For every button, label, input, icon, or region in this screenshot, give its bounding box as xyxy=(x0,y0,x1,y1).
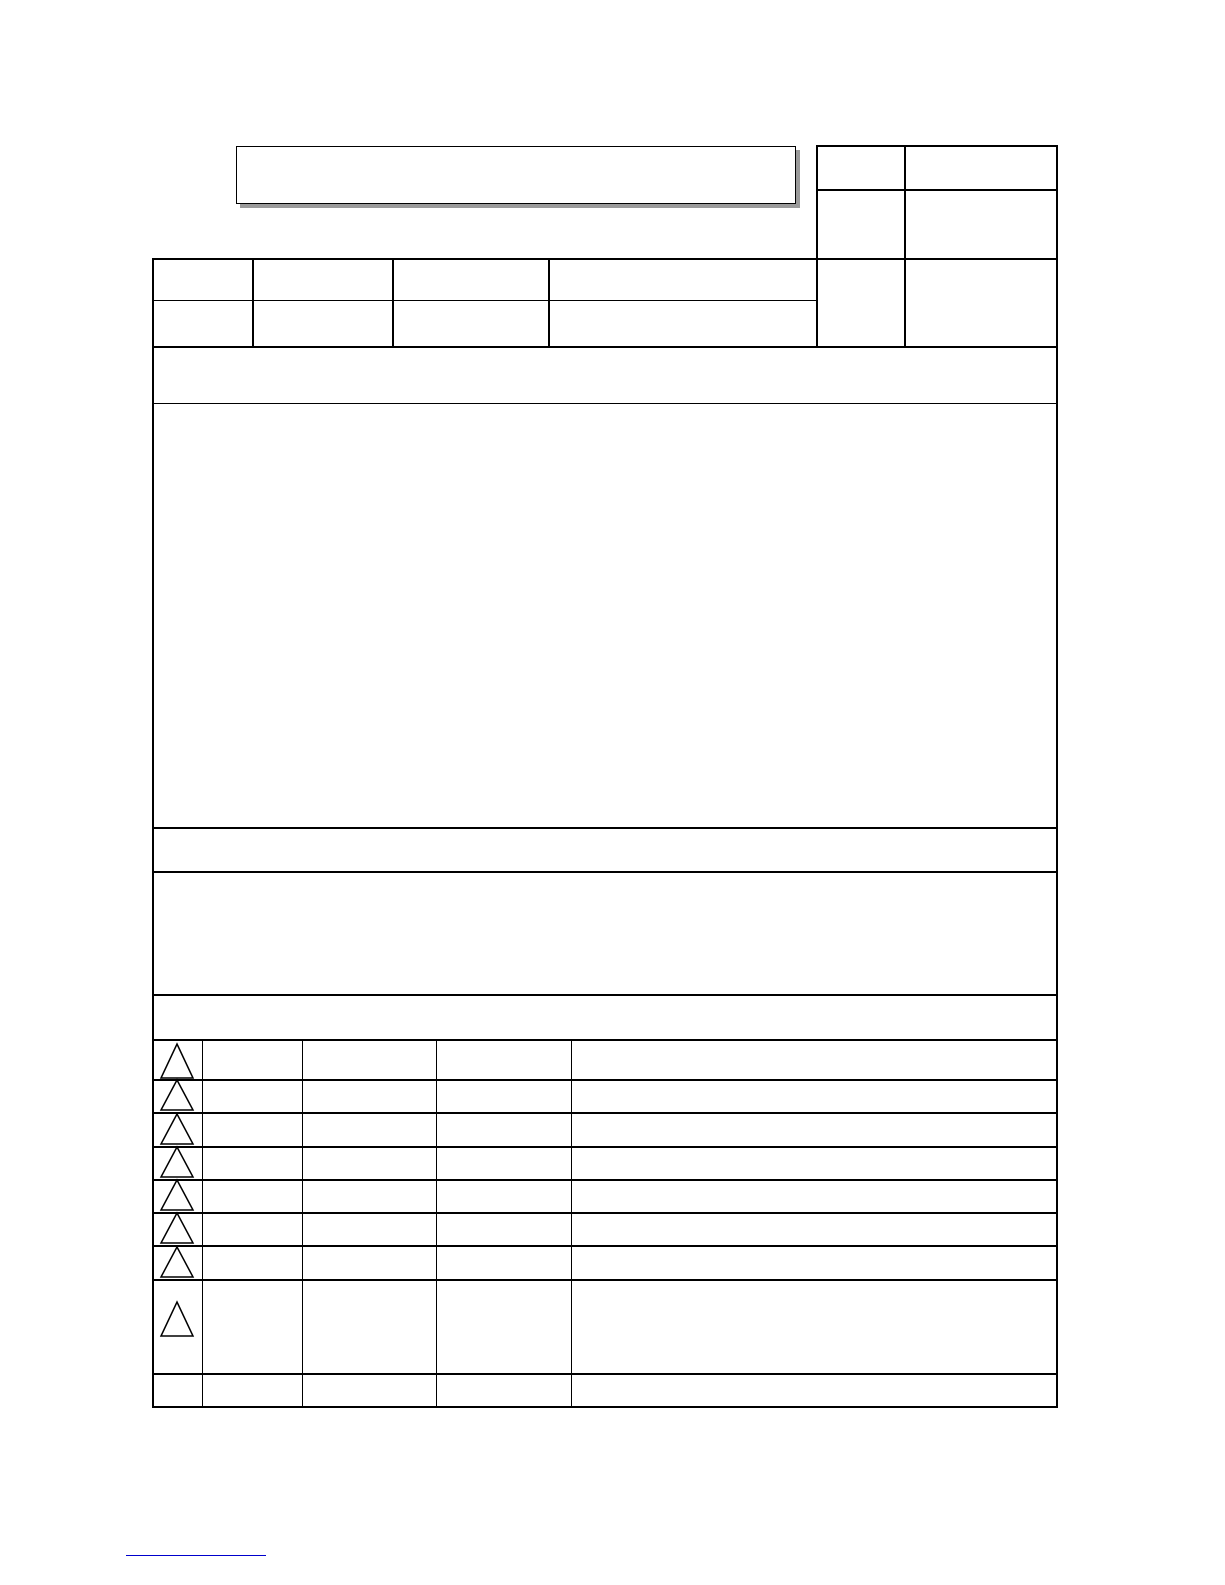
triangle-icon xyxy=(159,1211,195,1245)
frame-right xyxy=(1056,258,1058,1408)
section-divider xyxy=(152,827,1058,829)
triangle-icon xyxy=(159,1112,195,1146)
footer-link[interactable] xyxy=(126,1555,266,1556)
grid-line xyxy=(816,189,1058,191)
revision-row-line xyxy=(152,1112,1058,1114)
revision-row-line xyxy=(152,1279,1058,1281)
revision-row-line xyxy=(152,1245,1058,1247)
section-divider xyxy=(152,346,1058,348)
section-divider xyxy=(152,871,1058,873)
triangle-icon xyxy=(159,1245,195,1279)
revision-col-line xyxy=(302,1040,303,1407)
revision-row-line xyxy=(152,1179,1058,1181)
triangle-icon xyxy=(159,1178,195,1212)
revision-row-line xyxy=(152,1146,1058,1148)
triangle-icon xyxy=(159,1145,195,1179)
triangle-icon xyxy=(159,1078,195,1112)
grid-line xyxy=(904,145,906,347)
triangle-icon xyxy=(159,1042,195,1080)
frame-top xyxy=(152,258,1058,260)
revision-row-line xyxy=(152,1373,1058,1375)
grid-line xyxy=(1056,145,1058,260)
frame-bottom xyxy=(152,1406,1058,1408)
grid-line xyxy=(816,145,818,260)
frame-left xyxy=(152,258,154,1408)
section-divider xyxy=(152,1039,1058,1041)
document-title-box xyxy=(236,146,796,204)
revision-row-line xyxy=(152,1079,1058,1081)
triangle-icon xyxy=(159,1300,195,1338)
header-col-divider xyxy=(252,258,254,348)
grid-line xyxy=(816,145,1058,147)
revision-col-line xyxy=(202,1040,203,1407)
revision-row-line xyxy=(152,1212,1058,1214)
section-divider xyxy=(152,403,1058,404)
header-col-divider xyxy=(392,258,394,348)
header-col-divider xyxy=(816,258,818,348)
section-divider xyxy=(152,994,1058,996)
header-col-divider xyxy=(548,258,550,348)
revision-col-line xyxy=(436,1040,437,1407)
revision-col-line xyxy=(571,1040,572,1407)
